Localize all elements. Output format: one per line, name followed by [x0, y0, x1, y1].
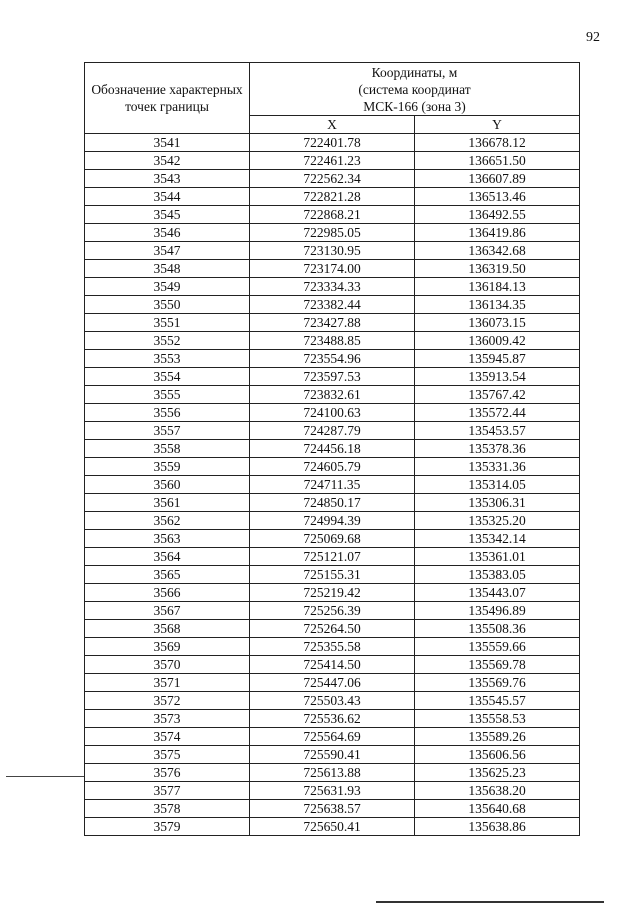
table-row: [85, 332, 580, 350]
table-row: [85, 134, 580, 152]
cell-x: 723597.53: [250, 368, 415, 386]
cell-y: 135443.07: [415, 584, 580, 602]
cell-x: 725414.50: [250, 656, 415, 674]
cell-x: 725447.06: [250, 674, 415, 692]
cell-y: 136073.15: [415, 314, 580, 332]
cell-y: 135378.36: [415, 440, 580, 458]
cell-x: 723382.44: [250, 296, 415, 314]
cell-y: 136134.35: [415, 296, 580, 314]
cell-x: 722562.34: [250, 170, 415, 188]
cell-x: 722868.21: [250, 206, 415, 224]
table-row: [85, 188, 580, 206]
table-row: [85, 350, 580, 368]
cell-y: 136492.55: [415, 206, 580, 224]
table-row: [85, 584, 580, 602]
table-row: [85, 548, 580, 566]
scan-artifact-line: [6, 776, 84, 777]
cell-point: 3566: [85, 584, 250, 602]
cell-x: 725564.69: [250, 728, 415, 746]
cell-x: 725219.42: [250, 584, 415, 602]
table-row: [85, 728, 580, 746]
cell-y: 136607.89: [415, 170, 580, 188]
cell-point: 3550: [85, 296, 250, 314]
table-row: [85, 458, 580, 476]
cell-point: 3560: [85, 476, 250, 494]
header-point-designation: Обозначение характерных точек границы: [85, 63, 250, 134]
cell-y: 135383.05: [415, 566, 580, 584]
table-row: [85, 440, 580, 458]
table-row: [85, 296, 580, 314]
table-header: [85, 63, 580, 134]
cell-y: 135589.26: [415, 728, 580, 746]
cell-x: 724605.79: [250, 458, 415, 476]
header-coordinates-line: Координаты, м: [371, 64, 458, 80]
cell-x: 725155.31: [250, 566, 415, 584]
cell-point: 3554: [85, 368, 250, 386]
cell-x: 725613.88: [250, 764, 415, 782]
table-row: [85, 386, 580, 404]
cell-x: 725069.68: [250, 530, 415, 548]
cell-point: 3543: [85, 170, 250, 188]
cell-y: 135638.20: [415, 782, 580, 800]
cell-point: 3578: [85, 800, 250, 818]
cell-point: 3572: [85, 692, 250, 710]
cell-x: 723130.95: [250, 242, 415, 260]
cell-y: 136678.12: [415, 134, 580, 152]
cell-y: 135545.57: [415, 692, 580, 710]
cell-x: 723174.00: [250, 260, 415, 278]
cell-y: 136513.46: [415, 188, 580, 206]
cell-point: 3558: [85, 440, 250, 458]
cell-y: 136419.86: [415, 224, 580, 242]
cell-point: 3571: [85, 674, 250, 692]
cell-point: 3559: [85, 458, 250, 476]
table-row: [85, 602, 580, 620]
page-number: 92: [586, 30, 600, 45]
table-row: [85, 746, 580, 764]
cell-x: 722401.78: [250, 134, 415, 152]
cell-y: 135569.76: [415, 674, 580, 692]
table-body: [85, 134, 580, 836]
cell-point: 3551: [85, 314, 250, 332]
cell-x: 725355.58: [250, 638, 415, 656]
cell-point: 3577: [85, 782, 250, 800]
table-row: [85, 314, 580, 332]
cell-y: 135640.68: [415, 800, 580, 818]
cell-point: 3557: [85, 422, 250, 440]
cell-x: 725536.62: [250, 710, 415, 728]
table-row: [85, 656, 580, 674]
cell-y: 135625.23: [415, 764, 580, 782]
table-row: [85, 242, 580, 260]
cell-x: 722821.28: [250, 188, 415, 206]
header-y: Y: [415, 116, 580, 134]
cell-point: 3569: [85, 638, 250, 656]
cell-y: 135496.89: [415, 602, 580, 620]
cell-x: 725503.43: [250, 692, 415, 710]
cell-y: 135638.86: [415, 818, 580, 836]
table-row: [85, 206, 580, 224]
table-row: [85, 782, 580, 800]
cell-point: 3542: [85, 152, 250, 170]
cell-point: 3565: [85, 566, 250, 584]
table-row: [85, 674, 580, 692]
table-row: [85, 692, 580, 710]
scan-artifact-line: [376, 901, 604, 903]
cell-x: 724994.39: [250, 512, 415, 530]
cell-y: 135453.57: [415, 422, 580, 440]
cell-point: 3555: [85, 386, 250, 404]
cell-x: 725638.57: [250, 800, 415, 818]
cell-point: 3579: [85, 818, 250, 836]
table-row: [85, 818, 580, 836]
cell-point: 3548: [85, 260, 250, 278]
cell-point: 3563: [85, 530, 250, 548]
cell-x: 722985.05: [250, 224, 415, 242]
cell-y: 135325.20: [415, 512, 580, 530]
table-row: [85, 422, 580, 440]
cell-point: 3561: [85, 494, 250, 512]
table-row: [85, 476, 580, 494]
cell-y: 135314.05: [415, 476, 580, 494]
table-row: [85, 566, 580, 584]
table-row: [85, 800, 580, 818]
cell-x: 724456.18: [250, 440, 415, 458]
table-row: [85, 530, 580, 548]
cell-point: 3552: [85, 332, 250, 350]
cell-x: 723488.85: [250, 332, 415, 350]
cell-x: 723554.96: [250, 350, 415, 368]
cell-y: 135558.53: [415, 710, 580, 728]
cell-x: 723334.33: [250, 278, 415, 296]
cell-y: 135508.36: [415, 620, 580, 638]
cell-x: 723832.61: [250, 386, 415, 404]
cell-point: 3547: [85, 242, 250, 260]
cell-y: 135945.87: [415, 350, 580, 368]
cell-point: 3544: [85, 188, 250, 206]
cell-point: 3573: [85, 710, 250, 728]
table-row: [85, 620, 580, 638]
table-row: [85, 260, 580, 278]
cell-y: 136184.13: [415, 278, 580, 296]
cell-x: 724850.17: [250, 494, 415, 512]
cell-point: 3541: [85, 134, 250, 152]
cell-point: 3576: [85, 764, 250, 782]
table-row: [85, 710, 580, 728]
header-coordinates-line: МСК-166 (зона 3): [363, 98, 466, 114]
cell-point: 3549: [85, 278, 250, 296]
table-row: [85, 152, 580, 170]
coordinates-table: [84, 62, 580, 836]
header-x: X: [250, 116, 415, 134]
cell-point: 3546: [85, 224, 250, 242]
cell-x: 724287.79: [250, 422, 415, 440]
cell-y: 136651.50: [415, 152, 580, 170]
cell-point: 3564: [85, 548, 250, 566]
header-coordinates-line: (система координат: [358, 81, 471, 97]
table-row: [85, 368, 580, 386]
cell-y: 135331.36: [415, 458, 580, 476]
cell-point: 3575: [85, 746, 250, 764]
cell-y: 135767.42: [415, 386, 580, 404]
cell-point: 3545: [85, 206, 250, 224]
cell-x: 725590.41: [250, 746, 415, 764]
cell-point: 3562: [85, 512, 250, 530]
cell-x: 725121.07: [250, 548, 415, 566]
table-row: [85, 224, 580, 242]
cell-y: 135572.44: [415, 404, 580, 422]
table-row: [85, 494, 580, 512]
cell-x: 722461.23: [250, 152, 415, 170]
cell-y: 135342.14: [415, 530, 580, 548]
cell-x: 725631.93: [250, 782, 415, 800]
cell-point: 3553: [85, 350, 250, 368]
table-row: [85, 512, 580, 530]
cell-y: 135306.31: [415, 494, 580, 512]
table-row: [85, 170, 580, 188]
cell-x: 724100.63: [250, 404, 415, 422]
cell-x: 724711.35: [250, 476, 415, 494]
cell-x: 723427.88: [250, 314, 415, 332]
cell-point: 3556: [85, 404, 250, 422]
cell-point: 3568: [85, 620, 250, 638]
cell-x: 725264.50: [250, 620, 415, 638]
cell-y: 135606.56: [415, 746, 580, 764]
cell-y: 136342.68: [415, 242, 580, 260]
cell-y: 136009.42: [415, 332, 580, 350]
header-coordinates: [250, 63, 580, 116]
cell-y: 135913.54: [415, 368, 580, 386]
cell-x: 725650.41: [250, 818, 415, 836]
table-row: [85, 278, 580, 296]
cell-y: 136319.50: [415, 260, 580, 278]
table-row: [85, 764, 580, 782]
cell-y: 135569.78: [415, 656, 580, 674]
table-row: [85, 638, 580, 656]
cell-y: 135361.01: [415, 548, 580, 566]
cell-point: 3567: [85, 602, 250, 620]
cell-y: 135559.66: [415, 638, 580, 656]
cell-x: 725256.39: [250, 602, 415, 620]
table-row: [85, 404, 580, 422]
cell-point: 3574: [85, 728, 250, 746]
cell-point: 3570: [85, 656, 250, 674]
